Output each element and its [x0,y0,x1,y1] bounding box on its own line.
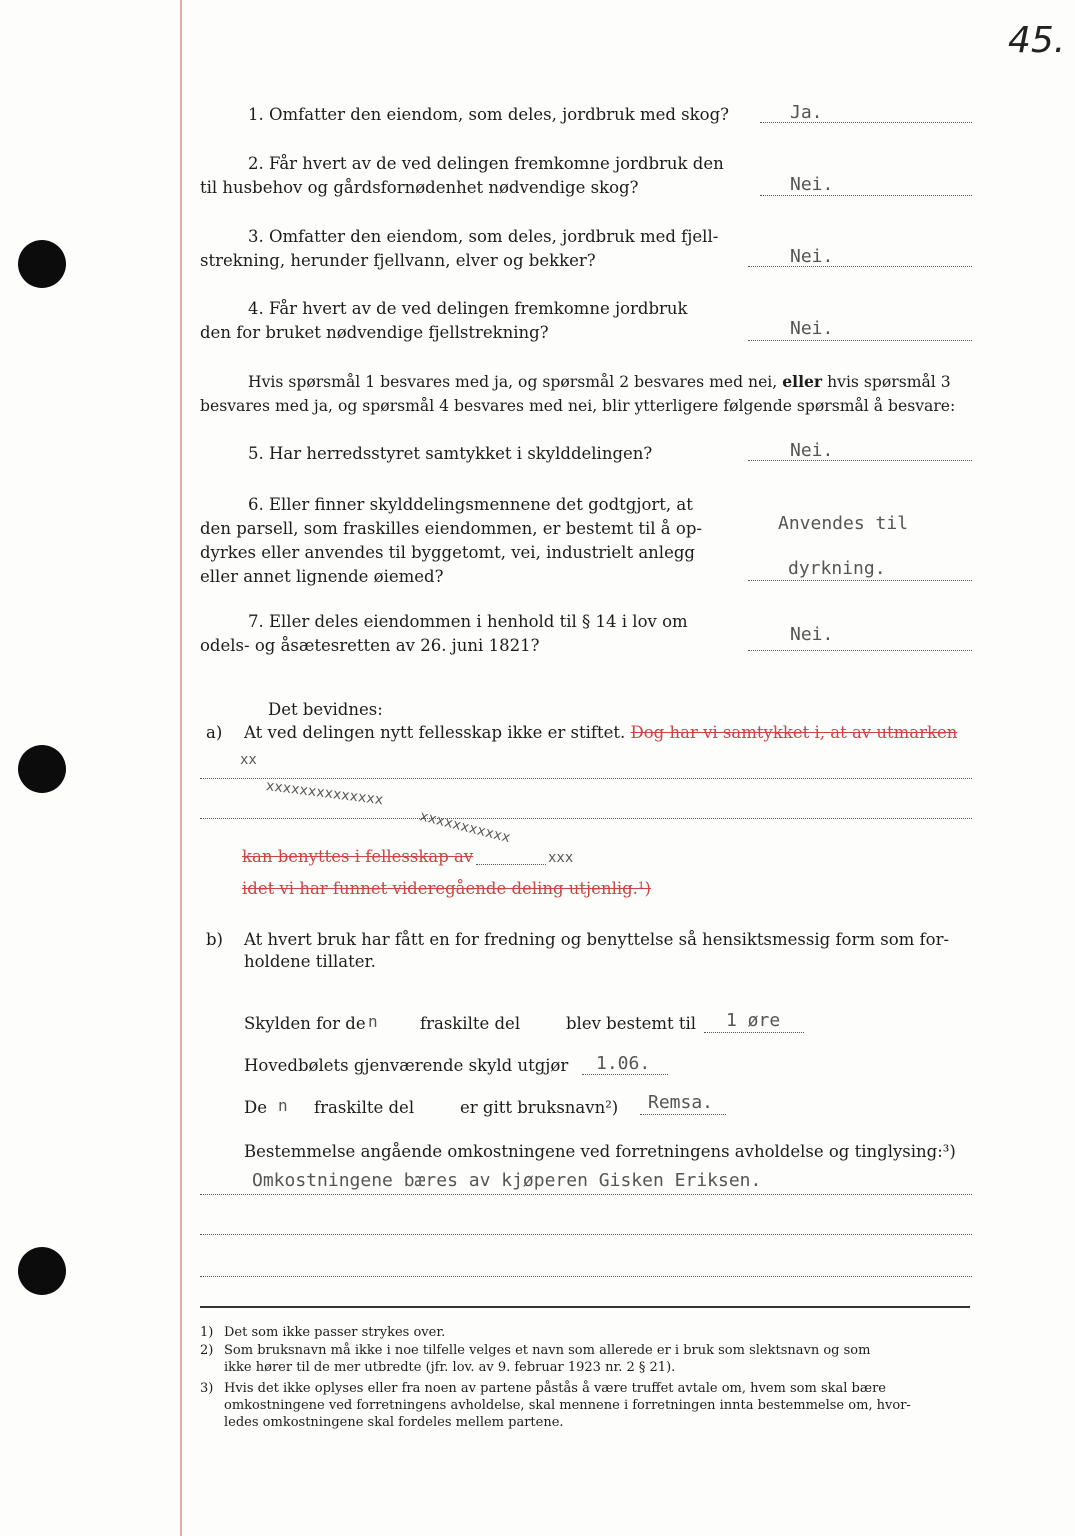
page-number: 45. [1008,20,1066,61]
answer-line [640,1114,726,1115]
punch-hole [18,1247,66,1295]
footnote-3-line-2: omkostningene ved forretningens avholdelse, skal mennene i forretningen innta bestemmelse om, hvor- [224,1398,911,1413]
footnote-2-line-1: Som bruksnavn må ikke i noe tilfelle velges et navn som allerede er i bruk som slektsnavn og som [224,1343,871,1358]
blank-line [200,1234,972,1235]
question-5-text: 5. Har herredsstyret samtykket i skylddelingen? [248,444,653,463]
answer-line [748,340,972,341]
question-1-text: 1. Omfatter den eiendom, som deles, jordbruk med skog? [248,105,729,124]
question-6-line-4: eller annet lignende øiemed? [200,567,444,586]
item-b-line-2: holdene tillater. [244,952,376,971]
question-7-answer: Nei. [790,624,834,645]
footnote-3-line-3: ledes omkostningene skal fordeles mellem partene. [224,1415,564,1430]
footnote-rule [200,1306,970,1308]
bruksnavn-value: Remsa. [648,1092,714,1113]
x-filler: xxxxxxxxxxx [418,808,512,847]
question-2-line-1: 2. Får hvert av de ved delingen fremkomne jordbruk den [248,154,724,173]
footnote-mark: 3) [200,1381,214,1396]
skyld-n: n [368,1012,378,1031]
red-margin-line [180,0,182,1536]
footnote-mark: 2) [200,1343,214,1358]
item-a-text: At ved delingen nytt fellesskap ikke er stiftet. Dog har vi samtykket i, at av utmarken [244,723,958,742]
bruksnavn-n: n [278,1096,288,1115]
struck-text: kan benyttes i fellesskap av [242,847,474,866]
question-3-answer: Nei. [790,246,834,267]
blank-line [200,778,972,779]
blank-line [200,1276,972,1277]
question-4-line-2: den for bruket nødvendige fjellstrekning? [200,323,549,342]
question-1-answer: Ja. [790,102,823,123]
bestemmelse-value: Omkostningene bæres av kjøperen Gisken Eriksen. [252,1170,762,1191]
answer-line [748,460,972,461]
footnote-mark: 1) [200,1325,214,1340]
bruksnavn-label: De [244,1098,267,1117]
bestemmelse-label: Bestemmelse angående omkostningene ved forretningens avholdelse og tinglysing:³) [244,1142,956,1161]
question-4-line-1: 4. Får hvert av de ved delingen fremkomne jordbruk [248,299,688,318]
bevidnes-heading: Det bevidnes: [268,700,383,719]
blank-line [200,818,972,819]
question-3-line-2: strekning, herunder fjellvann, elver og bekker? [200,251,596,270]
footnote-2-line-2: ikke hører til de mer utbredte (jfr. lov. av 9. februar 1923 nr. 2 § 21). [224,1360,676,1375]
question-2-answer: Nei. [790,174,834,195]
question-6-line-1: 6. Eller finner skylddelingsmennene det godtgjort, at [248,495,693,514]
blank-line [476,864,546,865]
x-filler: xxxxxxxxxxxxxx [265,778,385,809]
struck-text: Dog har vi samtykket i, at av utmarken [630,723,958,742]
condition-line-2: besvares med ja, og spørsmål 4 besvares med nei, blir ytterligere følgende spørsmål å besvare: [200,397,956,415]
answer-line [748,580,972,581]
item-b-line-1: At hvert bruk har fått en for fredning og benyttelse så hensiktsmessig form som for- [244,930,950,949]
question-6-line-2: den parsell, som fraskilles eiendommen, er bestemt til å op- [200,519,702,538]
answer-line [748,266,972,267]
item-b-label: b) [206,930,223,949]
bruksnavn-mid: fraskilte del [314,1098,415,1117]
answer-line [760,195,972,196]
answer-line [582,1074,668,1075]
skyld-value: 1 øre [726,1010,781,1031]
question-6-answer-line-2: dyrkning. [788,558,886,579]
hovedbol-value: 1.06. [596,1053,651,1074]
answer-line [704,1032,804,1033]
x-filler: xxx [548,850,574,866]
skyld-label: Skylden for de [244,1014,366,1033]
answer-line [748,650,972,651]
struck-text: idet vi har funnet videregående deling utjenlig.¹) [242,879,651,898]
footnote-3-line-1: Hvis det ikke oplyses eller fra noen av partene påstås å være truffet avtale om, hvem som skal bære [224,1381,886,1396]
punch-hole [18,745,66,793]
skyld-mid: fraskilte del [420,1014,521,1033]
question-3-line-1: 3. Omfatter den eiendom, som deles, jordbruk med fjell- [248,227,719,246]
footnote-1-text: Det som ikke passer strykes over. [224,1325,446,1340]
item-a-label: a) [206,723,223,742]
answer-line [200,1194,972,1195]
question-2-line-2: til husbehov og gårdsfornødenhet nødvendige skog? [200,178,639,197]
punch-hole [18,240,66,288]
question-4-answer: Nei. [790,318,834,339]
question-6-answer-line-1: Anvendes til [778,513,909,534]
skyld-bestemt: blev bestemt til [566,1014,697,1033]
condition-line-1: Hvis spørsmål 1 besvares med ja, og spørsmål 2 besvares med nei, eller hvis spørsmål 3 [248,372,951,391]
question-5-answer: Nei. [790,440,834,461]
question-6-line-3: dyrkes eller anvendes til byggetomt, vei, industrielt anlegg [200,543,695,562]
question-7-line-1: 7. Eller deles eiendommen i henhold til § 14 i lov om [248,612,688,631]
bruksnavn-gitt: er gitt bruksnavn²) [460,1098,619,1117]
question-7-line-2: odels- og åsætesretten av 26. juni 1821? [200,636,540,655]
hovedbol-label: Hovedbølets gjenværende skyld utgjør [244,1056,569,1075]
x-filler: xx [240,752,257,768]
